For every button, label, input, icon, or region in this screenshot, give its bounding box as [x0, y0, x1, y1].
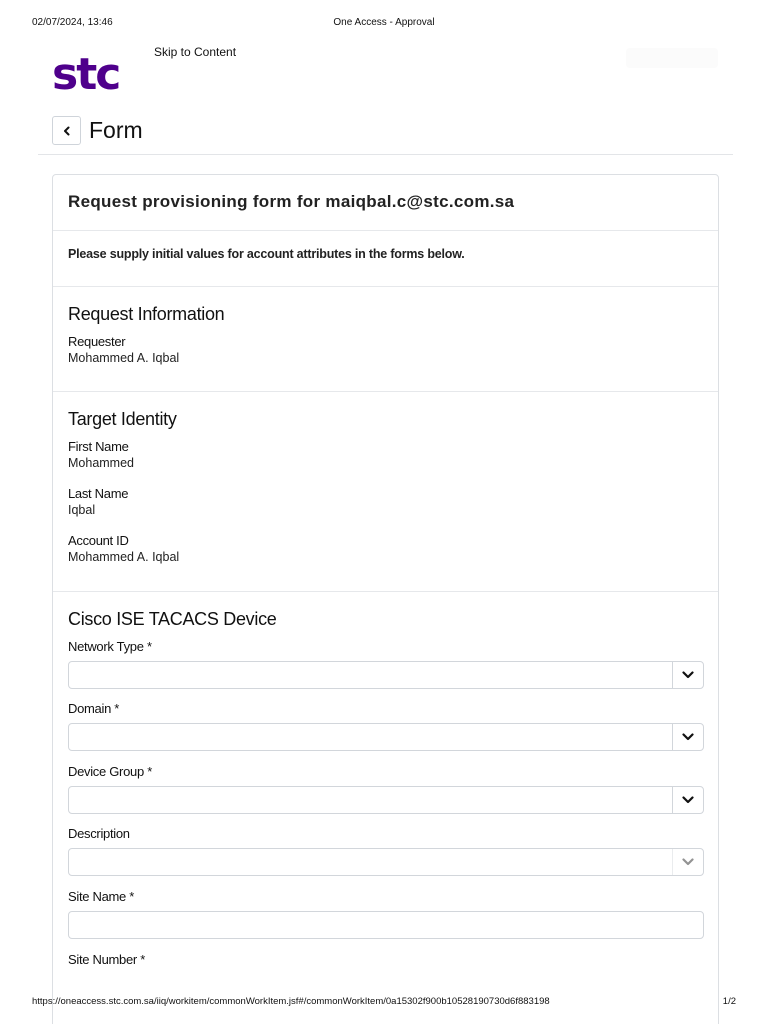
site-number-label: Site Number *: [68, 952, 146, 967]
account-id-value: Mohammed A. Iqbal: [68, 550, 180, 564]
request-information-section: [53, 287, 718, 392]
description-dropdown-button[interactable]: [672, 848, 703, 876]
print-page-number: 1/2: [722, 996, 736, 1007]
site-name-input[interactable]: [68, 911, 704, 939]
requester-label: Requester: [68, 334, 126, 349]
account-id-label: Account ID: [68, 533, 129, 548]
cisco-ise-tacacs-heading: Cisco ISE TACACS Device: [68, 609, 277, 629]
print-date: 02/07/2024, 13:46: [32, 17, 113, 28]
stc-logo[interactable]: [52, 52, 142, 94]
provisioning-form-card: [52, 174, 719, 1024]
domain-select[interactable]: [68, 723, 704, 751]
print-url: https://oneaccess.stc.com.sa/iiq/workitem/commonWorkItem.jsf#/commonWorkItem/0a15302f900b10528190730d6f883198: [32, 996, 550, 1007]
chevron-down-icon: [682, 796, 694, 804]
description-label: Description: [68, 826, 130, 841]
skip-to-content-link[interactable]: Skip to Content: [154, 45, 237, 59]
form-instructions: Please supply initial values for account attributes in the forms below.: [68, 247, 465, 261]
back-button[interactable]: [52, 116, 81, 145]
first-name-label: First Name: [68, 439, 129, 454]
svg-text:stc: stc: [52, 52, 120, 94]
request-information-heading: Request Information: [68, 304, 225, 324]
target-identity-section: [53, 392, 718, 592]
site-name-label: Site Name *: [68, 889, 135, 904]
device-group-label: Device Group *: [68, 764, 152, 779]
print-footer: [32, 996, 736, 1010]
device-group-select[interactable]: [68, 786, 704, 814]
chevron-left-icon: [62, 126, 72, 136]
stc-logo-icon: [52, 52, 142, 94]
description-select[interactable]: [68, 848, 704, 876]
network-type-label: Network Type *: [68, 639, 152, 654]
domain-label: Domain *: [68, 701, 120, 716]
last-name-value: Iqbal: [68, 503, 96, 517]
network-type-select[interactable]: [68, 661, 704, 689]
last-name-label: Last Name: [68, 486, 129, 501]
form-title: Request provisioning form for maiqbal.c@stc.com.sa: [68, 192, 515, 211]
domain-dropdown-button[interactable]: [672, 723, 703, 751]
chevron-down-icon: [682, 671, 694, 679]
print-page-title: One Access - Approval: [333, 17, 435, 28]
network-type-dropdown-button[interactable]: [672, 661, 703, 689]
instructions-section: [53, 231, 718, 287]
chevron-down-icon: [682, 733, 694, 741]
header-user-menu[interactable]: [626, 48, 718, 68]
device-group-dropdown-button[interactable]: [672, 786, 703, 814]
target-identity-heading: Target Identity: [68, 409, 177, 429]
page-title: Form: [89, 117, 143, 143]
requester-value: Mohammed A. Iqbal: [68, 351, 180, 365]
chevron-down-icon: [682, 858, 694, 866]
first-name-value: Mohammed: [68, 456, 134, 470]
header-divider: [38, 154, 733, 155]
print-header: [32, 17, 736, 31]
form-title-section: [53, 175, 718, 231]
cisco-ise-tacacs-section: [53, 592, 718, 1024]
